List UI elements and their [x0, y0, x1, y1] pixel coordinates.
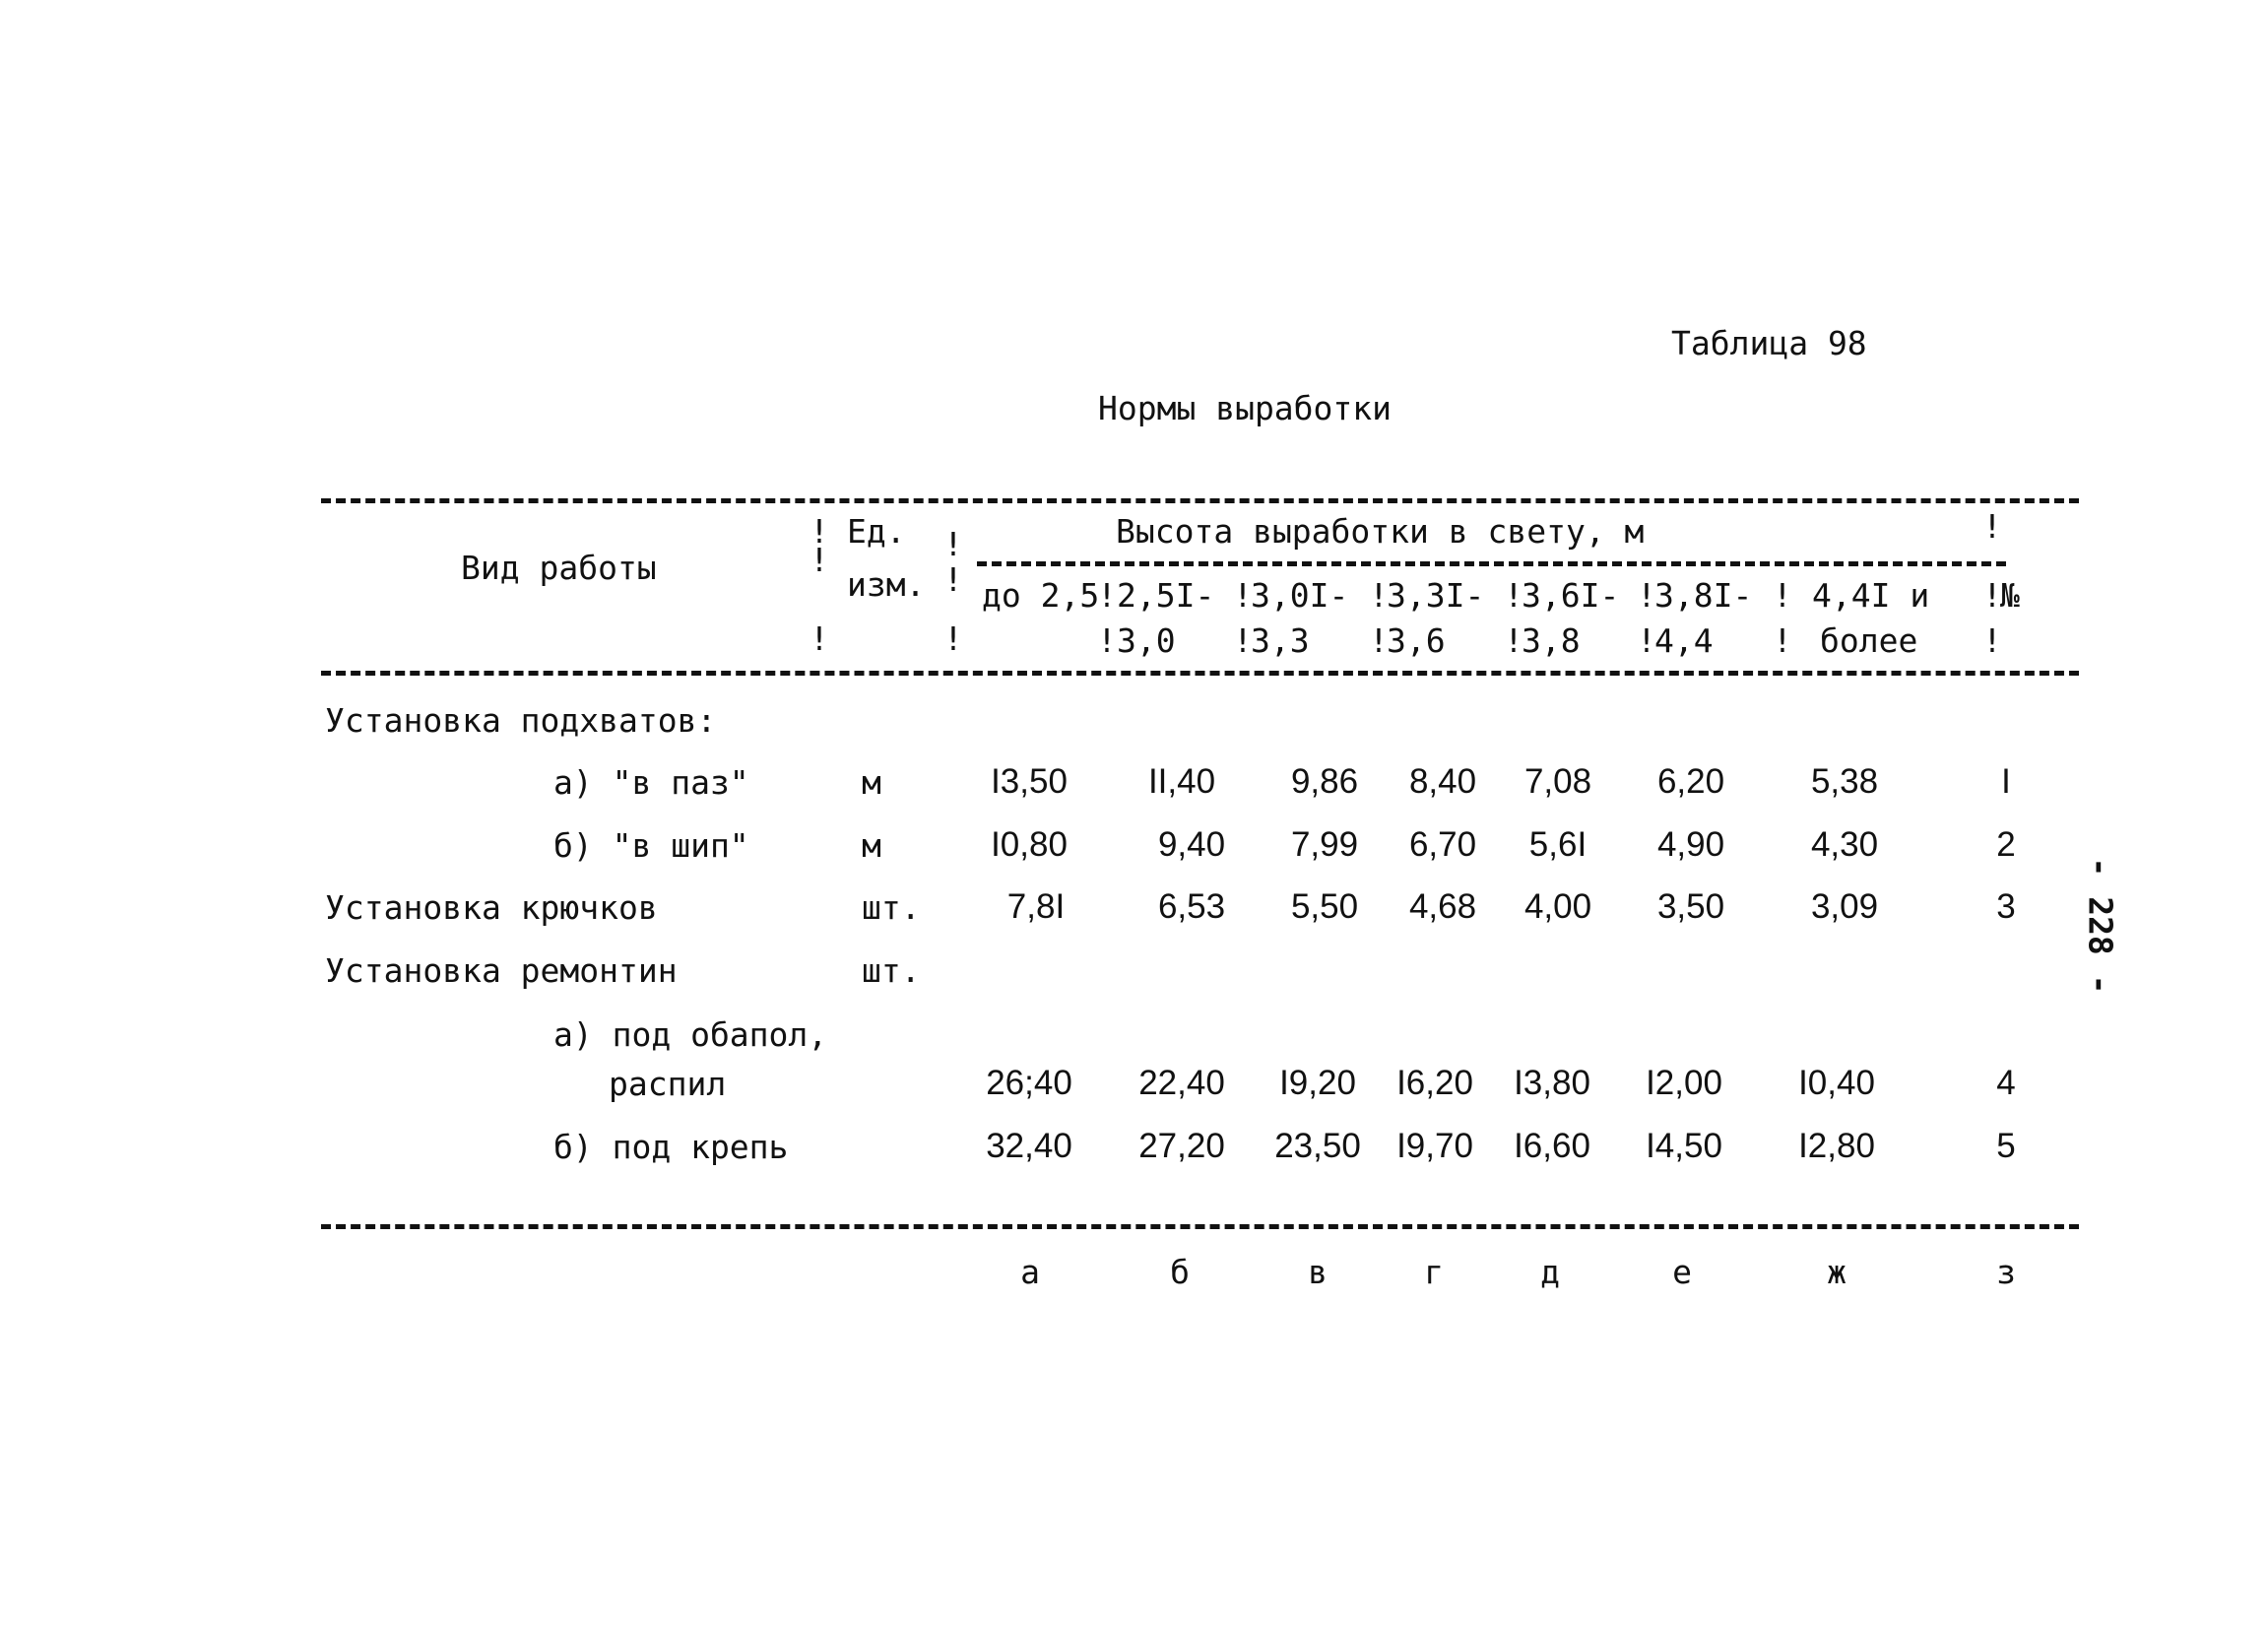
row-number: I — [2001, 762, 2011, 801]
page-title: Нормы выработки — [1098, 389, 1393, 427]
row-number: 3 — [1996, 887, 2016, 926]
header-separator: ! — [1097, 621, 1117, 660]
table-cell: 4,00 — [1523, 887, 1592, 926]
range-header-2: 3,8 — [1522, 621, 1581, 660]
column-letter: з — [1996, 1253, 2016, 1291]
header-separator: ! — [1773, 621, 1792, 660]
header-height-title: Высота выработки в свету, м — [1116, 512, 1645, 551]
header-separator: ! — [1637, 621, 1656, 660]
table-cell: 5,38 — [1810, 762, 1879, 801]
table-label: Таблица 98 — [1671, 324, 1867, 362]
header-separator: ! — [1369, 576, 1389, 615]
range-header-2: более — [1820, 621, 1918, 660]
header-unit-line2: изм. — [847, 565, 926, 604]
row-unit: м — [862, 763, 881, 802]
table-cell: 3,09 — [1810, 887, 1879, 926]
header-work-type: Вид работы — [461, 549, 657, 587]
header-unit-line1: Ед. — [847, 512, 906, 551]
table-cell: 3,50 — [1656, 887, 1725, 926]
table-cell: I4,50 — [1646, 1127, 1722, 1165]
header-separator: ! — [1097, 576, 1117, 615]
table-cell: 7,99 — [1290, 825, 1359, 864]
row-unit: шт. — [862, 951, 921, 990]
row-label: Установка крючков — [325, 888, 658, 927]
row-label: а) под обапол, — [553, 1015, 828, 1054]
range-header-2: 4,4 — [1654, 621, 1714, 660]
table-cell: I0,40 — [1798, 1064, 1875, 1102]
header-separator: ! — [1637, 576, 1656, 615]
range-header: 3,0I- — [1251, 576, 1349, 615]
table-cell: 32,40 — [986, 1127, 1072, 1165]
table-cell: 7,08 — [1523, 762, 1592, 801]
row-number: 5 — [1996, 1127, 2016, 1165]
column-letter: д — [1540, 1253, 1560, 1291]
table-cell: I9,70 — [1396, 1127, 1473, 1165]
header-separator: ! — [943, 619, 963, 658]
table-cell: 6,70 — [1408, 825, 1477, 864]
table-cell: 9,40 — [1157, 825, 1226, 864]
page-number-text: - 228 - — [2081, 857, 2120, 995]
column-letter: а — [1020, 1253, 1040, 1291]
row-label: Установка ремонтин — [325, 951, 678, 990]
table-cell: 7,8I — [1006, 887, 1066, 926]
row-label: б) под крепь — [553, 1128, 789, 1166]
table-cell: II,40 — [1147, 762, 1216, 801]
range-header: 3,8I- — [1654, 576, 1753, 615]
table-cell: I3,80 — [1514, 1064, 1590, 1102]
table-cell: 8,40 — [1408, 762, 1477, 801]
range-header: 2,5I- — [1117, 576, 1215, 615]
row-label: б) "в шип" — [553, 826, 749, 865]
column-letter: б — [1170, 1253, 1190, 1291]
header-separator: ! — [943, 525, 963, 563]
table-cell: 6,53 — [1157, 887, 1226, 926]
table-cell: I6,20 — [1396, 1064, 1473, 1102]
table-cell: 4,90 — [1656, 825, 1725, 864]
table-cell: 4,68 — [1408, 887, 1477, 926]
header-separator: ! — [810, 619, 829, 658]
header-separator: ! — [1233, 621, 1253, 660]
table-cell: I3,50 — [991, 762, 1068, 801]
row-unit: м — [862, 826, 881, 865]
table-cell: I9,20 — [1279, 1064, 1356, 1102]
table-cell: I2,80 — [1798, 1127, 1875, 1165]
column-letter: г — [1424, 1253, 1444, 1291]
table-cell: 4,30 — [1810, 825, 1879, 864]
table-cell: 27,20 — [1138, 1127, 1225, 1165]
column-letter: ж — [1827, 1253, 1847, 1291]
header-separator: ! — [1504, 576, 1523, 615]
table-cell: I2,00 — [1646, 1064, 1722, 1102]
range-header-2: 3,6 — [1387, 621, 1446, 660]
header-num-col: № — [2000, 576, 2020, 615]
header-bottom-rule — [321, 671, 2079, 676]
header-separator: ! — [943, 560, 963, 599]
table-cell: 26;40 — [986, 1064, 1072, 1102]
header-separator: ! — [1982, 576, 2002, 615]
row-label: распил — [609, 1065, 727, 1103]
range-header: до 2,5 — [982, 576, 1100, 615]
range-header-2: 3,0 — [1117, 621, 1176, 660]
range-header-2: 3,3 — [1251, 621, 1310, 660]
table-cell: I0,80 — [991, 825, 1068, 864]
bottom-rule — [321, 1224, 2079, 1229]
column-letter: е — [1672, 1253, 1692, 1291]
top-rule — [321, 498, 2079, 503]
header-separator: ! — [1504, 621, 1523, 660]
row-label: Установка подхватов: — [325, 701, 717, 740]
range-header: 3,6I- — [1522, 576, 1620, 615]
row-number: 4 — [1996, 1064, 2016, 1102]
row-number: 2 — [1996, 825, 2016, 864]
header-separator: ! — [1982, 621, 2002, 660]
table-cell: 23,50 — [1274, 1127, 1361, 1165]
table-cell: 22,40 — [1138, 1064, 1225, 1102]
header-separator: ! — [1233, 576, 1253, 615]
header-separator: ! — [810, 541, 829, 579]
header-separator: ! — [1369, 621, 1389, 660]
header-separator: ! — [1982, 507, 2002, 546]
table-cell: I6,60 — [1514, 1127, 1590, 1165]
table-cell: 5,6I — [1528, 825, 1588, 864]
row-unit: шт. — [862, 888, 921, 927]
range-header: 3,3I- — [1387, 576, 1485, 615]
header-separator: ! — [1773, 576, 1792, 615]
row-label: а) "в паз" — [553, 763, 749, 802]
range-header: 4,4I и — [1812, 576, 1930, 615]
column-letter: в — [1308, 1253, 1328, 1291]
table-cell: 9,86 — [1290, 762, 1359, 801]
table-cell: 5,50 — [1290, 887, 1359, 926]
table-cell: 6,20 — [1656, 762, 1725, 801]
header-separator: ! — [810, 512, 829, 551]
header-inner-rule — [977, 561, 2006, 566]
page-number — [2071, 857, 2130, 995]
